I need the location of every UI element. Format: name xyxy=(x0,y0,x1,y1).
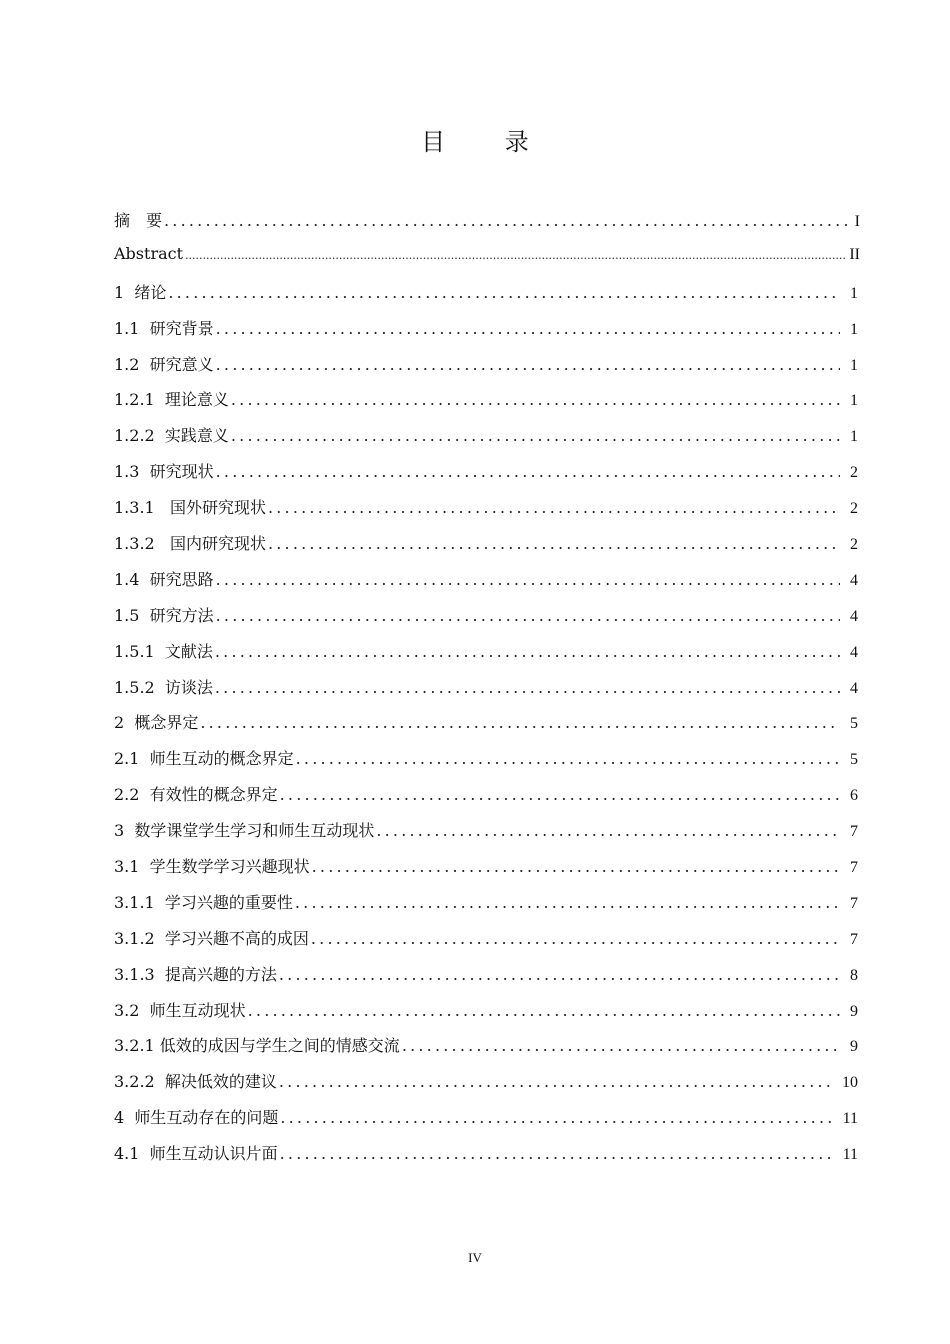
toc-entry-page-number: 2 xyxy=(850,464,858,482)
toc-entry-page-number: 2 xyxy=(850,536,858,554)
dot-leader xyxy=(168,283,840,302)
toc-entry-label: 3 数学课堂学生学习和师生互动现状 xyxy=(114,821,375,841)
toc-entry-page-number: 10 xyxy=(842,1074,858,1092)
dot-leader xyxy=(279,1072,832,1091)
toc-entry-label: 3.2.1 低效的成因与学生之间的情感交流 xyxy=(114,1036,400,1056)
toc-entry[interactable] xyxy=(114,998,860,1034)
toc-entry[interactable] xyxy=(114,531,860,567)
dot-leader xyxy=(311,929,840,948)
toc-entry-label: Abstract xyxy=(114,243,184,263)
toc-entry-label: 3.1.1 学习兴趣的重要性 xyxy=(114,892,293,912)
dot-leader xyxy=(268,498,840,517)
toc-entry-label: 1.5 研究方法 xyxy=(114,605,214,625)
toc-entry[interactable] xyxy=(114,244,860,280)
toc-entry[interactable] xyxy=(114,1033,860,1069)
toc-entry-label: 1.2 研究意义 xyxy=(114,354,214,374)
toc-entry-page-number: 7 xyxy=(850,930,858,948)
page-footer-number: IV xyxy=(468,1250,482,1265)
toc-entry-page-number: 1 xyxy=(850,428,858,446)
toc-entry[interactable] xyxy=(114,352,860,388)
toc-entry-label: 1.1 研究背景 xyxy=(114,318,214,338)
toc-entry[interactable] xyxy=(114,603,860,639)
toc-entry-page-number: 4 xyxy=(850,607,858,625)
dot-leader xyxy=(312,857,840,876)
toc-entry-label: 2.1 师生互动的概念界定 xyxy=(114,749,294,769)
dot-leader xyxy=(402,1036,840,1055)
dot-leader xyxy=(295,893,840,912)
dot-leader xyxy=(280,785,840,804)
toc-entry[interactable] xyxy=(114,567,860,603)
toc-entry-page-number: 6 xyxy=(850,787,858,805)
toc-entry-page-number: 7 xyxy=(850,894,858,912)
dot-leader xyxy=(231,390,840,409)
toc-title: 目 录 xyxy=(421,128,555,156)
toc-entry[interactable] xyxy=(114,1069,860,1105)
toc-entry[interactable] xyxy=(114,280,860,316)
toc-entry-page-number: 5 xyxy=(850,715,858,733)
toc-entry-page-number: 4 xyxy=(850,643,858,661)
toc-entry-page-number: 5 xyxy=(850,751,858,769)
toc-entry[interactable] xyxy=(114,423,860,459)
toc-entry-page-number: 2 xyxy=(850,500,858,518)
toc-entry[interactable] xyxy=(114,316,860,352)
toc-entry-label: 3.1.2 学习兴趣不高的成因 xyxy=(114,928,309,948)
dot-leader xyxy=(216,355,840,374)
toc-entry-label: 1 绪论 xyxy=(114,282,167,302)
toc-entry-label: 1.5.2 访谈法 xyxy=(114,677,213,697)
toc-entry-label: 4.1 师生互动认识片面 xyxy=(114,1144,278,1164)
dot-leader xyxy=(216,462,840,481)
dot-leader xyxy=(376,821,840,840)
toc-entry-page-number: 11 xyxy=(842,1110,858,1128)
toc-entry-label: 1.2.1 理论意义 xyxy=(114,390,229,410)
toc-entry-label: 4 师生互动存在的问题 xyxy=(114,1108,279,1128)
toc-entry-label: 2 概念界定 xyxy=(114,713,199,733)
toc-entry[interactable] xyxy=(114,818,860,854)
toc-entry-label: 1.3.1 国外研究现状 xyxy=(114,498,266,518)
toc-entry-label: 3.1 学生数学学习兴趣现状 xyxy=(114,857,310,877)
dot-leader xyxy=(215,642,840,661)
toc-entry-page-number: 8 xyxy=(850,966,858,984)
dot-leader xyxy=(248,1001,840,1020)
toc-entry-label: 1.4 研究思路 xyxy=(114,569,214,589)
toc-entry[interactable] xyxy=(114,926,860,962)
toc-entry[interactable] xyxy=(114,208,860,244)
dot-leader xyxy=(231,426,840,445)
toc-entry[interactable] xyxy=(114,495,860,531)
toc-entry[interactable] xyxy=(114,890,860,926)
toc-entry-label: 1.2.2 实践意义 xyxy=(114,426,229,446)
toc-entry-label: 3.2.2 解决低效的建议 xyxy=(114,1072,277,1092)
dot-leader xyxy=(279,965,840,984)
toc-entry-page-number: II xyxy=(849,245,860,263)
toc-entry-page-number: 9 xyxy=(850,1002,858,1020)
dot-leader xyxy=(216,606,840,625)
toc-entry[interactable] xyxy=(114,1105,860,1141)
toc-entry[interactable] xyxy=(114,459,860,495)
toc-entry[interactable] xyxy=(114,854,860,890)
dot-leader xyxy=(216,319,840,338)
dot-leader xyxy=(296,749,840,768)
toc-entry-page-number: 11 xyxy=(842,1146,858,1164)
dot-leader xyxy=(280,1144,833,1163)
dot-leader xyxy=(215,678,840,697)
dot-leader xyxy=(164,211,853,230)
toc-entry[interactable] xyxy=(114,782,860,818)
toc-entry[interactable] xyxy=(114,1141,860,1177)
toc-entry-label: 3.2 师生互动现状 xyxy=(114,1000,246,1020)
toc-entry-label: 2.2 有效性的概念界定 xyxy=(114,785,278,805)
toc-entry-page-number: 4 xyxy=(850,571,858,589)
toc-entry-page-number: I xyxy=(854,213,860,230)
toc-entry-page-number: 9 xyxy=(850,1038,858,1056)
toc-entry-page-number: 7 xyxy=(850,859,858,877)
toc-entry[interactable] xyxy=(114,387,860,423)
toc-entry-page-number: 7 xyxy=(850,823,858,841)
toc-entry-page-number: 1 xyxy=(850,284,858,302)
toc-entry-page-number: 1 xyxy=(850,392,858,410)
toc-entry-label: 1.5.1 文献法 xyxy=(114,641,213,661)
dot-leader xyxy=(185,249,847,262)
toc-entry-label: 1.3.2 国内研究现状 xyxy=(114,534,266,554)
table-of-contents xyxy=(114,208,860,1177)
toc-entry-page-number: 1 xyxy=(850,356,858,374)
toc-entry-label: 摘 要 xyxy=(114,211,163,230)
toc-entry[interactable] xyxy=(114,639,860,675)
toc-entry-label: 3.1.3 提高兴趣的方法 xyxy=(114,964,277,984)
dot-leader xyxy=(200,713,840,732)
toc-entry[interactable] xyxy=(114,746,860,782)
dot-leader xyxy=(268,534,840,553)
toc-entry[interactable] xyxy=(114,675,860,711)
dot-leader xyxy=(280,1108,832,1127)
toc-entry[interactable] xyxy=(114,962,860,998)
toc-entry-page-number: 4 xyxy=(850,679,858,697)
dot-leader xyxy=(216,570,840,589)
toc-entry-label: 1.3 研究现状 xyxy=(114,462,214,482)
toc-entry-page-number: 1 xyxy=(850,320,858,338)
toc-entry[interactable] xyxy=(114,710,860,746)
